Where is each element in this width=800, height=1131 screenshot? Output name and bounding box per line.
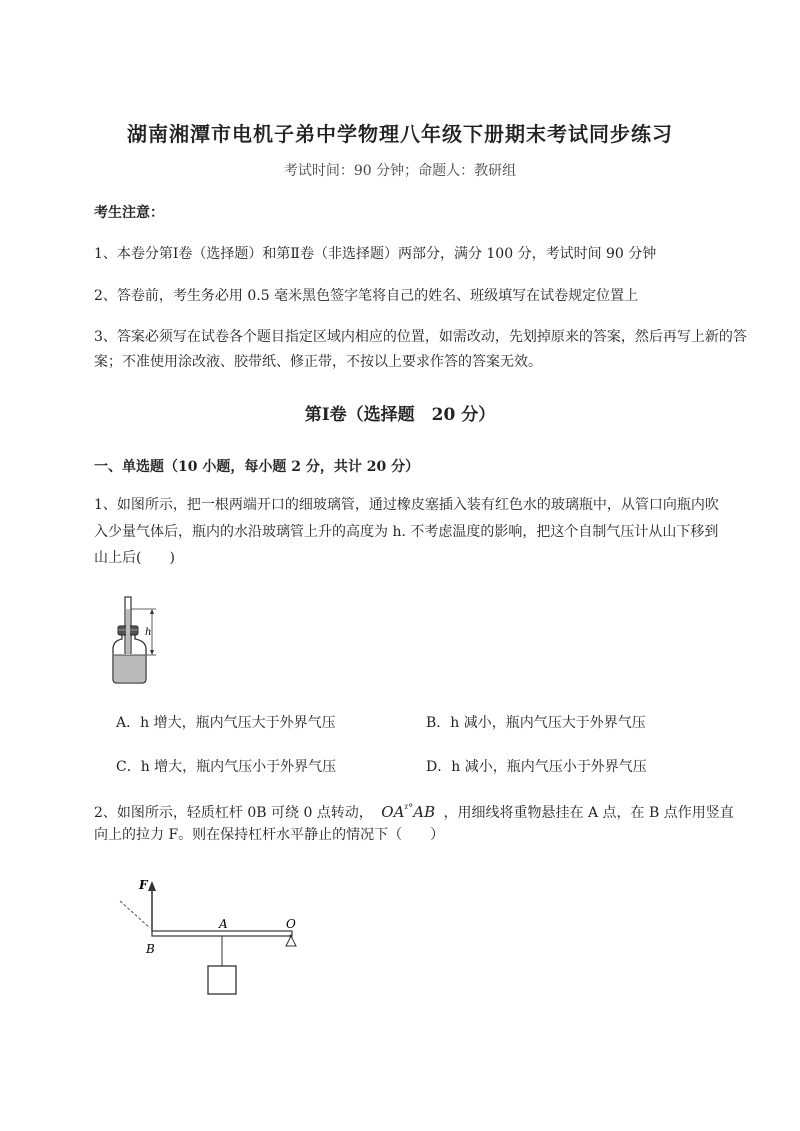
notice-item-1: 1、本卷分第Ⅰ卷（选择题）和第Ⅱ卷（非选择题）两部分，满分 100 分，考试时间 90 分钟 [94,246,657,262]
notice-heading: 考生注意： [94,205,164,221]
q1-stem-line-2: 入少量气体后，瓶内的水沿玻璃管上升的高度为 h. 不考虑温度的影响，把这个自制气压计从山下移到 [94,524,719,540]
q1-option-c[interactable]: C．h 增大，瓶内气压小于外界气压 [116,759,337,775]
formula-relation: ᵡ° [404,803,414,814]
q1-stem-line-3: 山上后( ) [94,550,175,566]
label-b: B [146,942,155,956]
q2-stem-suffix: ，用细线将重物悬挂在 A 点，在 B 点作用竖直 [443,805,734,821]
q1-option-b[interactable]: B．h 减小，瓶内气压大于外界气压 [426,715,646,731]
page-title: 湖南湘潭市电机子弟中学物理八年级下册期末考试同步练习 [127,122,673,146]
label-o: O [286,917,296,931]
label-h: h [145,627,152,638]
q2-stem-prefix: 2、如图所示，轻质杠杆 0B 可绕 0 点转动， [94,805,373,821]
formula-oa: OA [381,803,405,821]
q1-option-a[interactable]: A．h 增大，瓶内气压大于外界气压 [116,715,336,731]
notice-item-2: 2、答卷前，考生务必用 0.5 毫米黑色签字笔将自己的姓名、班级填写在试卷规定位置上 [94,288,639,304]
q2-lever-figure [115,873,315,1003]
label-a: A [219,917,228,931]
formula-ab: AB [413,803,436,821]
q1-stem-line-1: 1、如图所示，把一根两端开口的细玻璃管，通过橡皮塞插入装有红色水的玻璃瓶中，从管口向瓶内吹 [94,497,719,513]
part-heading: 一、单选题（10 小题，每小题 2 分，共计 20 分） [94,459,420,475]
q2-stem-line-2: 向上的拉力 F。则在保持杠杆水平静止的情况下（ ） [94,827,445,843]
section-title: 第Ⅰ卷（选择题 20 分） [304,405,496,425]
q2-stem-line-1 [94,796,734,826]
label-f: F [139,878,148,892]
notice-item-3: 3、答案必须写在试卷各个题目指定区域内相应的位置，如需改动，先划掉原来的答案，然后再写上新的答案；不准使用涂改液、胶带纸、修正带，不按以上要求作答的答案无效。 [94,329,747,370]
q1-option-d[interactable]: D．h 减小，瓶内气压小于外界气压 [426,759,647,775]
q2-formula [381,805,439,821]
exam-info: 考试时间：90 分钟；命题人：教研组 [283,163,517,179]
q1-barometer-figure [100,595,170,690]
